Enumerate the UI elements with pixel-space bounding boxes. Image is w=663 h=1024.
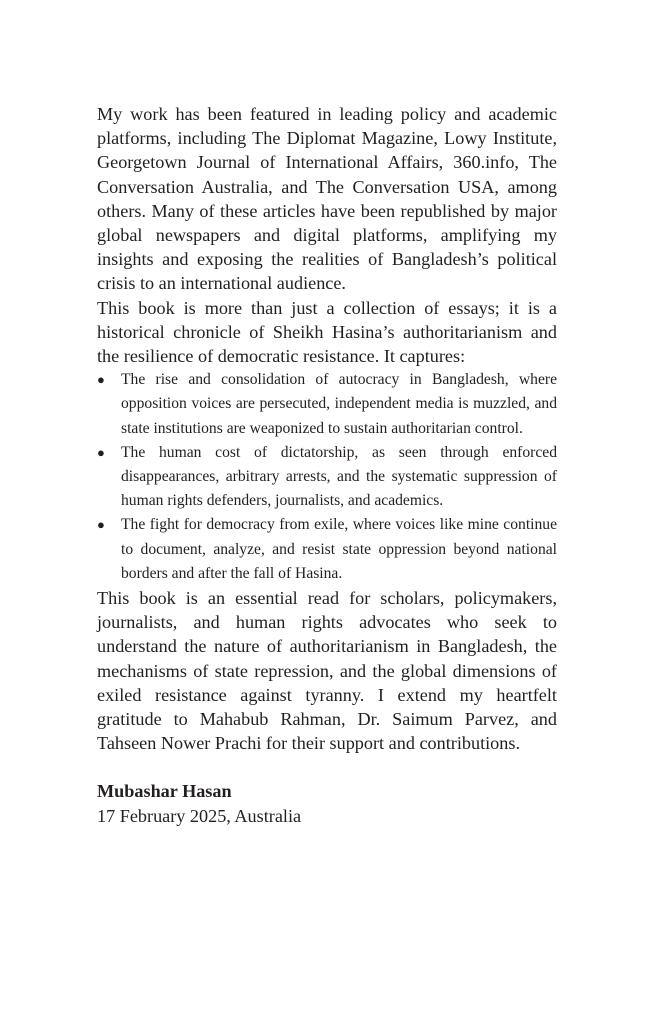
bullet-icon: ● <box>97 444 105 460</box>
paragraph-publications: My work has been featured in leading policy and academic platforms, including The Diplomat Magazine, Lowy Institute, Georgetown Journal of International Affairs, 360.info, The Conversation Australia, and The Conversation USA, among others. Many of these articles have been republished by major global newspapers and digital platforms, amplifying my insights and exposing the realities of Bangladesh’s political crisis to an international audience. <box>97 104 557 294</box>
list-item-text: The rise and consolidation of autocracy in Bangladesh, where opposition voices are persecuted, independent media is muzzled, and state institutions are weaponized to sustain authoritarian control. <box>121 371 557 437</box>
paragraph-audience-gratitude: This book is an essential read for scholars, policymakers, journalists, and human rights advocates who seek to understand the nature of authoritarianism in Bangladesh, the mechanisms of state repression, and the global dimensions of exiled resistance against tyranny. I extend my heartfelt gratitude to Mahabub Rahman, Dr. Saimum Parvez, and Tahseen Nower Prachi for their support and contributions. <box>97 588 557 754</box>
list-item-text: The fight for democracy from exile, where voices like mine continue to document, analyze, and resist state oppression beyond national borders and after the fall of Hasina. <box>121 516 557 582</box>
list-item <box>97 513 557 586</box>
bullet-icon: ● <box>97 517 105 533</box>
list-item <box>97 441 557 514</box>
list-item <box>97 368 557 441</box>
signature-date-place: 17 February 2025, Australia <box>97 805 302 826</box>
bullet-icon: ● <box>97 372 105 388</box>
captures-list <box>97 368 557 586</box>
author-name: Mubashar Hasan <box>97 781 232 802</box>
list-item-text: The human cost of dictatorship, as seen through enforced disappearances, arbitrary arrests, and the systematic suppression of human rights defenders, journalists, and academics. <box>121 443 557 510</box>
paragraph-book-intro: This book is more than just a collection of essays; it is a historical chronicle of Sheikh Hasina’s authoritarianism and the resilience of democratic resistance. It captures: <box>97 297 557 367</box>
document-page <box>97 102 557 828</box>
